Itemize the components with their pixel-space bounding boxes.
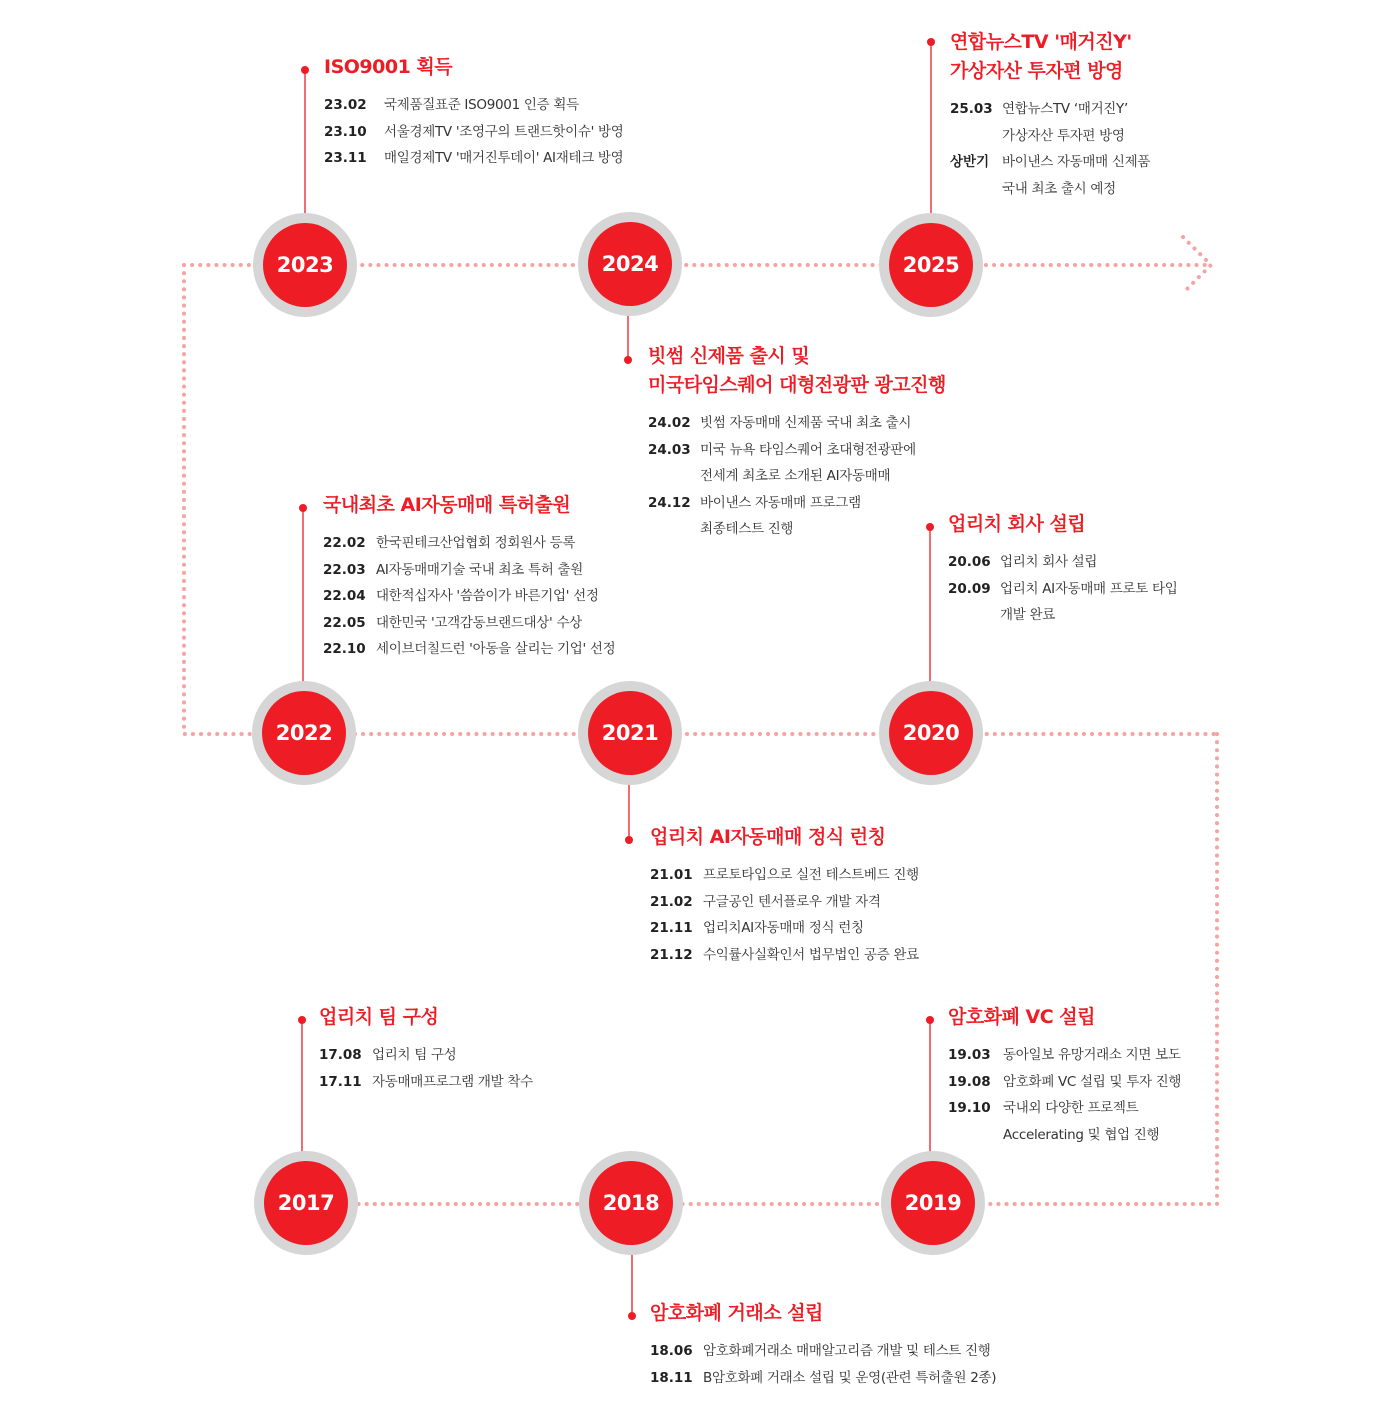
event-list: [650, 862, 919, 968]
event-title: 암호화폐 VC 설립: [948, 1006, 1096, 1028]
event-text: 국내외 다양한 프로젝트 Accelerating 및 협업 진행: [1003, 1100, 1160, 1143]
event-date: 24.02: [648, 415, 691, 431]
event-text: 바이낸스 자동매매 프로그램 최종테스트 진행: [700, 494, 861, 537]
event-item: [948, 1069, 1181, 1096]
event-list: [323, 530, 615, 663]
year-label: 2017: [264, 1161, 348, 1245]
event-title: 업리치 팀 구성: [319, 1006, 439, 1028]
event-text: AI자동매매기술 국내 최초 특허 출원: [376, 561, 583, 578]
event-title: 국내최초 AI자동매매 특허출원: [323, 494, 571, 516]
event-text: 업리치AI자동매매 정식 런칭: [703, 920, 864, 936]
event-text: 매일경제TV '매거진투데이' AI재테크 방영: [384, 150, 624, 166]
event-2019: [948, 1003, 1181, 1148]
event-date: 21.01: [650, 867, 693, 883]
event-text: 업리치 AI자동매매 프로토 타입 개발 완료: [1000, 580, 1178, 623]
event-item: [323, 557, 615, 584]
event-text: 구글공인 텐서플로우 개발 자격: [703, 893, 881, 910]
event-title: ISO9001 획득: [324, 56, 453, 78]
marker-dot-2024: [624, 356, 632, 364]
event-date: 19.10: [948, 1100, 991, 1116]
event-item: [323, 583, 615, 610]
event-title: 빗썸 신제품 출시 및 미국타임스퀘어 대형전광판 광고진행: [648, 345, 946, 396]
year-label: 2018: [589, 1161, 673, 1245]
marker-dot-2023: [301, 66, 309, 74]
event-text: 빗썸 자동매매 신제품 국내 최초 출시: [700, 415, 912, 431]
event-item: [648, 437, 946, 490]
event-list: [648, 410, 946, 543]
event-list: [950, 96, 1150, 202]
year-node-2025: [879, 213, 983, 317]
event-item: [323, 610, 615, 637]
event-list: [948, 549, 1177, 629]
event-date: 22.03: [323, 561, 366, 578]
event-text: 암호화폐거래소 매매알고리즘 개발 및 테스트 진행: [703, 1343, 991, 1359]
event-2022: [323, 491, 615, 663]
year-label: 2019: [891, 1161, 975, 1245]
year-label: 2025: [889, 223, 973, 307]
event-text: 암호화폐 VC 설립 및 투자 진행: [1003, 1073, 1182, 1090]
event-2017: [319, 1003, 533, 1095]
event-date: 24.12: [648, 494, 691, 511]
event-list: [324, 92, 624, 172]
event-date: 22.02: [323, 535, 366, 551]
event-2021: [650, 823, 919, 968]
event-item: [650, 862, 919, 889]
event-text: 연합뉴스TV ‘매거진Y’ 가상자산 투자편 방영: [1002, 101, 1128, 144]
event-date: 23.10: [324, 123, 367, 140]
event-item: [650, 915, 919, 942]
year-label: 2023: [263, 223, 347, 307]
year-label: 2021: [588, 691, 672, 775]
event-date: 19.08: [948, 1073, 991, 1090]
event-date: 23.02: [324, 97, 367, 113]
event-date: 20.09: [948, 580, 991, 597]
event-list: [948, 1042, 1181, 1148]
event-item: [323, 636, 615, 663]
marker-dot-2025: [927, 38, 935, 46]
marker-dot-2018: [628, 1312, 636, 1320]
event-date: 21.12: [650, 946, 693, 963]
year-label: 2022: [262, 691, 346, 775]
event-text: 서울경제TV '조영구의 트랜드핫이슈' 방영: [384, 123, 624, 140]
event-item: [324, 145, 624, 172]
event-item: [948, 576, 1177, 629]
event-text: 한국핀테크산업협회 정회원사 등록: [376, 535, 576, 551]
event-text: 미국 뉴욕 타임스퀘어 초대형전광판에 전세계 최초로 소개된 AI자동매매: [700, 441, 916, 484]
event-item: [950, 96, 1150, 149]
year-node-2018: [579, 1151, 683, 1255]
marker-dot-2021: [625, 836, 633, 844]
event-item: [948, 549, 1177, 576]
event-item: [323, 530, 615, 557]
event-text: B암호화폐 거래소 설립 및 운영(관련 특허출원 2종): [703, 1369, 997, 1386]
event-text: 동아일보 유망거래소 지면 보도: [1003, 1047, 1181, 1063]
event-item: [324, 119, 624, 146]
event-text: 자동매매프로그램 개발 착수: [372, 1073, 533, 1090]
event-item: [319, 1069, 533, 1096]
event-item: [648, 490, 946, 543]
event-text: 업리치 회사 설립: [1000, 554, 1098, 570]
event-text: 국제품질표준 ISO9001 인증 획득: [384, 97, 579, 113]
event-date: 22.10: [323, 641, 366, 657]
event-date: 21.11: [650, 920, 693, 936]
event-item: [650, 1338, 996, 1365]
event-text: 프로토타입으로 실전 테스트베드 진행: [703, 867, 919, 883]
event-list: [319, 1042, 533, 1095]
year-node-2020: [879, 681, 983, 785]
event-text: 수익률사실확인서 법무법인 공증 완료: [703, 946, 919, 963]
event-date: 22.05: [323, 614, 366, 631]
event-date: 21.02: [650, 893, 693, 910]
event-2024: [648, 342, 946, 543]
event-item: [648, 410, 946, 437]
event-date: 25.03: [950, 101, 993, 117]
event-date: 18.06: [650, 1343, 693, 1359]
event-date: 18.11: [650, 1369, 693, 1386]
marker-dot-2022: [299, 504, 307, 512]
event-list: [650, 1338, 996, 1391]
event-title: 암호화폐 거래소 설립: [650, 1302, 823, 1324]
event-date: 17.11: [319, 1073, 362, 1090]
event-text: 바이낸스 자동매매 신제품 국내 최초 출시 예정: [1002, 154, 1151, 197]
event-date: 20.06: [948, 554, 991, 570]
event-title: 연합뉴스TV '매거진Y' 가상자산 투자편 방영: [950, 31, 1132, 82]
event-item: [650, 942, 919, 969]
year-node-2024: [578, 212, 682, 316]
event-2020: [948, 510, 1177, 629]
event-item: [948, 1095, 1181, 1148]
event-2018: [650, 1299, 996, 1391]
event-item: [650, 889, 919, 916]
marker-dot-2019: [926, 1016, 934, 1024]
year-node-2021: [578, 681, 682, 785]
event-date: 24.03: [648, 441, 691, 458]
event-item: [650, 1365, 996, 1392]
event-text: 대한적십자사 '씀씀이가 바른기업' 선정: [376, 588, 599, 604]
year-node-2022: [252, 681, 356, 785]
year-node-2023: [253, 213, 357, 317]
event-title: 업리치 AI자동매매 정식 런칭: [650, 826, 886, 848]
event-text: 세이브더칠드런 '아동을 살리는 기업' 선정: [376, 641, 616, 657]
event-date: 상반기: [950, 154, 990, 170]
event-item: [319, 1042, 533, 1069]
event-title: 업리치 회사 설립: [948, 513, 1086, 535]
event-date: 22.04: [323, 588, 366, 604]
event-date: 23.11: [324, 150, 367, 166]
year-label: 2020: [889, 691, 973, 775]
year-node-2019: [881, 1151, 985, 1255]
event-date: 19.03: [948, 1047, 991, 1063]
year-label: 2024: [588, 222, 672, 306]
event-item: [948, 1042, 1181, 1069]
event-date: 17.08: [319, 1047, 362, 1063]
event-item: [324, 92, 624, 119]
event-item: [950, 149, 1150, 202]
event-2023: [324, 53, 624, 172]
year-node-2017: [254, 1151, 358, 1255]
event-2025: [950, 28, 1150, 202]
event-text: 업리치 팀 구성: [372, 1047, 457, 1063]
marker-dot-2017: [298, 1016, 306, 1024]
event-text: 대한민국 '고객감동브랜드대상' 수상: [376, 614, 582, 631]
